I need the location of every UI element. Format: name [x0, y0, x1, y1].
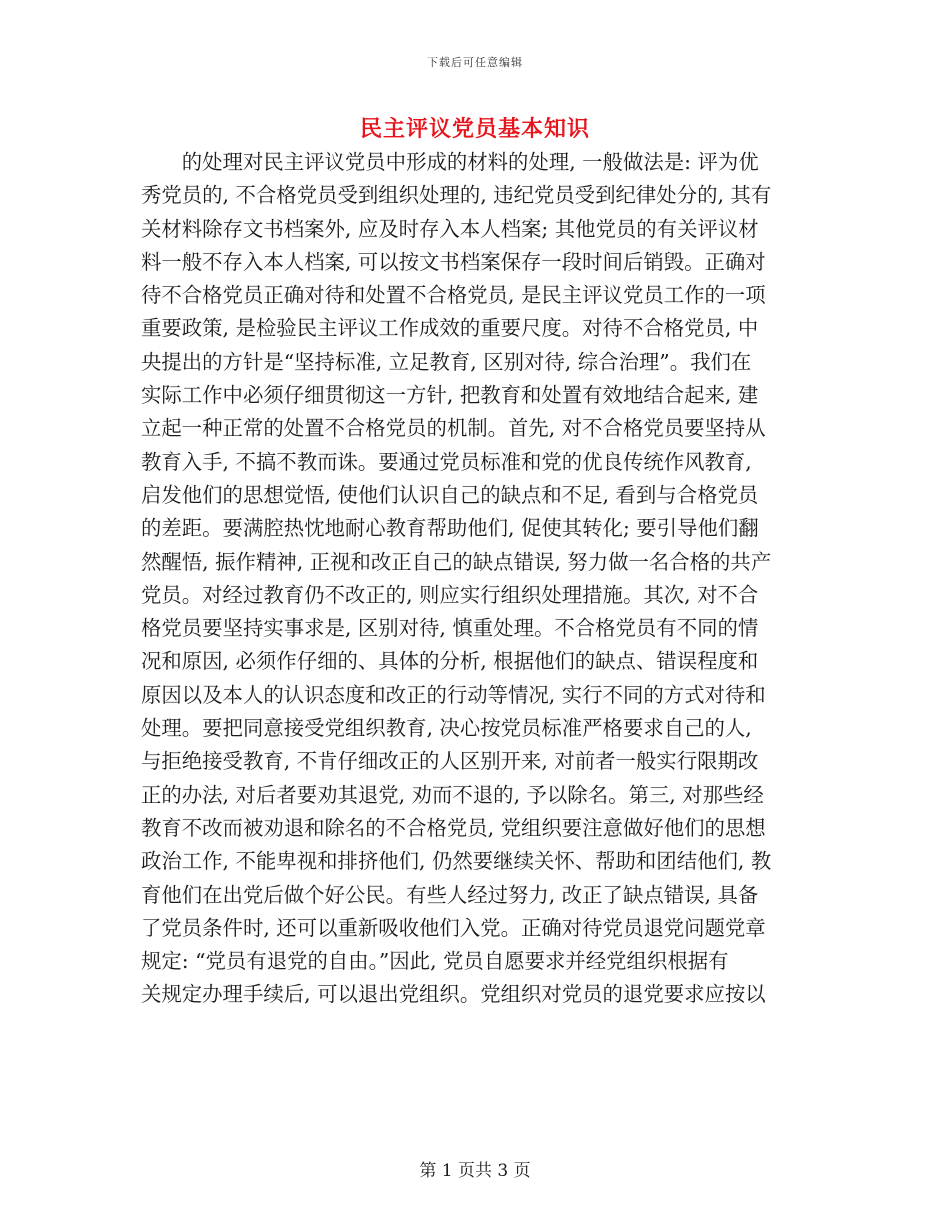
body-text-line: 央提出的方针是“坚持标准, 立足教育, 区别对待, 综合治理”。我们在	[141, 349, 752, 374]
body-text-line: 料一般不存入本人档案, 可以按文书档案保存一段时间后销毁。正确对	[141, 249, 766, 274]
body-text-line: 实际工作中必须仔细贯彻这一方针, 把教育和处置有效地结合起来, 建	[141, 383, 759, 408]
body-text-line: 育他们在出党后做个好公民。有些人经过努力, 改正了缺点错误, 具备	[141, 882, 759, 907]
body-text-line: 规定: “党员有退党的自由。”因此, 党员自愿要求并经党组织根据有	[141, 949, 729, 974]
body-text-line: 与拒绝接受教育, 不肯仔细改正的人区别开来, 对前者一般实行限期改	[141, 749, 759, 774]
body-text-line: 正的办法, 对后者要劝其退党, 劝而不退的, 予以除名。第三, 对那些经	[141, 782, 764, 807]
body-text-line: 立起一种正常的处置不合格党员的机制。首先, 对不合格党员要坚持从	[141, 416, 766, 441]
document-title: 民主评议党员基本知识	[359, 116, 590, 142]
body-text-line: 启发他们的思想觉悟, 使他们认识自己的缺点和不足, 看到与合格党员	[141, 482, 759, 507]
body-text-line: 处理。要把同意接受党组织教育, 决心按党员标准严格要求自己的人,	[141, 716, 752, 741]
body-text-line: 格党员要坚持实事求是, 区别对待, 慎重处理。不合格党员有不同的情	[141, 616, 759, 641]
body-text-line: 原因以及本人的认识态度和改正的行动等情况, 实行不同的方式对待和	[141, 682, 766, 707]
body-text-line: 关规定办理手续后, 可以退出党组织。党组织对党员的退党要求应按以	[141, 982, 766, 1007]
body-text-line: 待不合格党员正确对待和处置不合格党员, 是民主评议党员工作的一项	[141, 283, 766, 308]
body-text-line: 党员。对经过教育仍不改正的, 则应实行组织处理措施。其次, 对不合	[141, 582, 759, 607]
body-text-line: 的差距。要满腔热忱地耐心教育帮助他们, 促使其转化; 要引导他们翻	[141, 516, 759, 541]
body-text-line: 秀党员的, 不合格党员受到组织处理的, 违纪党员受到纪律处分的, 其有	[141, 183, 772, 208]
body-text-line: 的处理对民主评议党员中形成的材料的处理, 一般做法是: 评为优	[141, 150, 759, 174]
body-text-line: 教育不改而被劝退和除名的不合格党员, 党组织要注意做好他们的思想	[141, 815, 766, 840]
page-number-footer: 第 1 页共 3 页	[419, 1161, 531, 1181]
body-text-line: 关材料除存文书档案外, 应及时存入本人档案; 其他党员的有关评议材	[141, 216, 759, 241]
body-text-line: 重要政策, 是检验民主评议工作成效的重要尺度。对待不合格党员, 中	[141, 316, 759, 341]
document-body	[141, 146, 805, 1012]
page-header-note: 下载后可任意编辑	[427, 56, 523, 69]
body-text-line: 教育入手, 不搞不教而诛。要通过党员标准和党的优良传统作风教育,	[141, 449, 752, 474]
body-text-line: 了党员条件时, 还可以重新吸收他们入党。正确对待党员退党问题党章	[141, 915, 766, 940]
body-text-line: 况和原因, 必须作仔细的、具体的分析, 根据他们的缺点、错误程度和	[141, 649, 759, 674]
body-text-line: 政治工作, 不能卑视和排挤他们, 仍然要继续关怀、帮助和团结他们, 教	[141, 849, 772, 874]
body-text-line: 然醒悟, 振作精神, 正视和改正自己的缺点错误, 努力做一名合格的共产	[141, 549, 772, 574]
